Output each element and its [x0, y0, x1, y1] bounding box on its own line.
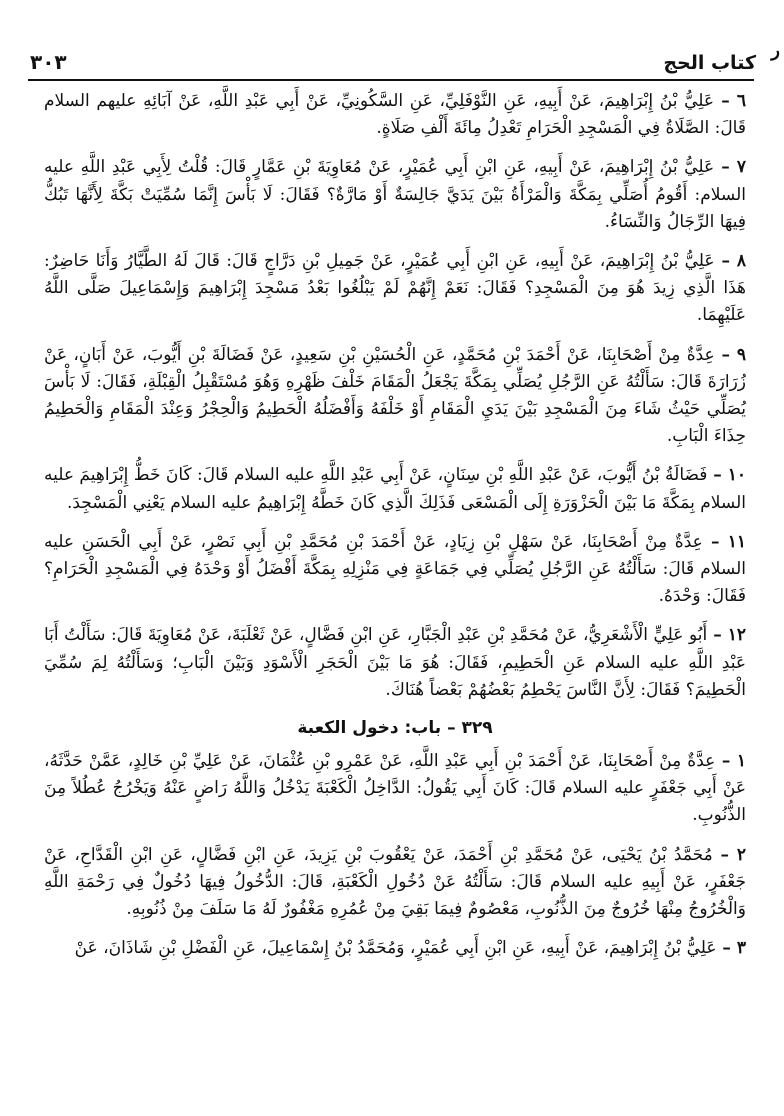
hadith-number: ٣ –	[716, 938, 746, 959]
hadith-paragraph	[44, 529, 746, 611]
hadith-paragraph	[44, 248, 746, 330]
hadith-number: ١٠ –	[707, 465, 746, 486]
hadith-paragraph	[44, 935, 746, 962]
hadith-number: ١ –	[715, 751, 747, 772]
hadith-paragraph	[44, 622, 746, 704]
hadith-number: ١١ –	[702, 531, 747, 552]
hadith-paragraph	[44, 154, 746, 236]
margin-mark: ر	[771, 40, 780, 61]
chapter-heading: ٣٢٩ – باب: دخول الكعبة	[297, 718, 493, 739]
hadith-paragraph	[44, 748, 746, 830]
book-title: كتاب الحج	[663, 52, 756, 74]
hadith-text: عِدَّةٌ مِنْ أَصْحَابِنَا، عَنْ سَهْلِ بْنِ زِيَادٍ، عَنْ أَحْمَدَ بْنِ مُحَمَّدِ بْنِ أَبِي نَصْرٍ، عَنْ أَبِي الْحَسَنِ عليه السلام قَالَ: سَأَلْتُهُ عَنِ الرَّجُلِ يُصَلِّي فِي جَمَاعَةٍ فِي مَنْزِلِهِ بِمَكَّةَ أَفْضَلُ أَوْ وَحْدَهُ فِي الْمَسْجِدِ الْحَرَامِ؟ فَقَالَ: وَحْدَهُ.	[44, 531, 746, 607]
hadith-paragraph	[44, 88, 746, 142]
hadith-text: عِدَّةٌ مِنْ أَصْحَابِنَا، عَنْ أَحْمَدَ بْنِ مُحَمَّدٍ، عَنِ الْحُسَيْنِ بْنِ سَعِيدٍ، عَنْ فَضَالَةَ بْنِ أَيُّوبَ، عَنْ أَبَانٍ، عَنْ زُرَارَةَ قَالَ: سَأَلْتُهُ عَنِ الرَّجُلِ يُصَلِّي بِمَكَّةَ يَجْعَلُ الْمَقَامَ خَلْفَ ظَهْرِهِ وَهُوَ مُسْتَقْبِلُ الْقِبْلَةِ، فَقَالَ: لَا بَأْسَ يُصَلِّي حَيْثُ شَاءَ مِنَ الْمَسْجِدِ بَيْنَ يَدَيِ الْمَقَامِ أَوْ خَلْفَهُ وَأَفْضَلُهُ الْحَطِيمُ وَالْحِجْرُ وَعِنْدَ الْمَقَامِ وَالْحَطِيمُ حِذَاءَ الْبَابِ.	[44, 344, 746, 447]
hadith-number: ٩ –	[714, 344, 746, 365]
page-content	[44, 88, 746, 974]
hadith-number: ٨ –	[714, 251, 747, 272]
hadith-text: أَبُو عَلِيٍّ الْأَشْعَرِيُّ، عَنْ مُحَمَّدِ بْنِ عَبْدِ الْجَبَّارِ، عَنِ ابْنِ فَضَّالٍ، عَنْ ثَعْلَبَةَ، عَنْ مُعَاوِيَةَ قَالَ: سَأَلْتُ أَبَا عَبْدِ اللَّهِ عليه السلام عَنِ الْحَطِيمِ، فَقَالَ: هُوَ مَا بَيْنَ الْحَجَرِ الْأَسْوَدِ وَبَيْنَ الْبَابِ؛ وَسَأَلْتُهُ لِمَ سُمِّيَ الْحَطِيمَ؟ فَقَالَ: لِأَنَّ النَّاسَ يَحْطِمُ بَعْضُهُمْ بَعْضاً هُنَاكَ.	[44, 625, 746, 700]
hadith-text: مُحَمَّدُ بْنُ يَحْيَى، عَنْ مُحَمَّدِ بْنِ أَحْمَدَ، عَنْ يَعْقُوبَ بْنِ يَزِيدَ، عَنِ ابْنِ فَضَّالٍ، عَنِ ابْنِ الْقَدَّاحِ، عَنْ جَعْفَرٍ، عَنْ أَبِيهِ عليه السلام قَالَ: سَأَلْتُهُ عَنْ دُخُولِ الْكَعْبَةِ، قَالَ: الدُّخُولُ فِيهَا دُخُولٌ فِي رَحْمَةِ اللَّهِ وَالْخُرُوجُ مِنْهَا خُرُوجٌ مِنَ الذُّنُوبِ، مَعْصُومٌ فِيمَا بَقِيَ مِنْ عُمُرِهِ مَغْفُورٌ لَهُ مَا سَلَفَ مِنْ ذُنُوبِهِ.	[44, 844, 746, 920]
hadith-text: عَلِيُّ بْنُ إِبْرَاهِيمَ، عَنْ أَبِيهِ، عَنِ النَّوْفَلِيِّ، عَنِ السَّكُونِيِّ، عَنْ أَبِي عَبْدِ اللَّهِ، عَنْ آبَائِهِ عليهم السلام قَالَ: الصَّلَاةُ فِي الْمَسْجِدِ الْحَرَامِ تَعْدِلُ مِائَةَ أَلْفِ صَلَاةٍ.	[44, 91, 746, 139]
hadith-paragraph	[44, 342, 746, 451]
page-header	[30, 40, 756, 74]
hadith-number: ٧ –	[714, 157, 746, 178]
hadith-text: عِدَّةٌ مِنْ أَصْحَابِنَا، عَنْ أَحْمَدَ بْنِ أَبِي عَبْدِ اللَّهِ، عَنْ عَمْرِو بْنِ عُثْمَانَ، عَنْ عَلِيِّ بْنِ خَالِدٍ، عَمَّنْ حَدَّثَهُ، عَنْ أَبِي جَعْفَرٍ عليه السلام قَالَ: كَانَ أَبِي يَقُولُ: الدَّاخِلُ الْكَعْبَةَ يَدْخُلُ وَاللَّهُ رَاضٍ عَنْهُ وَيَخْرُجُ عُطُلاً مِنَ الذُّنُوبِ.	[44, 751, 746, 826]
hadith-number: ٢ –	[712, 844, 746, 865]
hadith-number: ٦ –	[714, 91, 746, 111]
page-number: ٣٠٣	[30, 50, 67, 74]
hadith-text: عَلِيُّ بْنُ إِبْرَاهِيمَ، عَنْ أَبِيهِ، عَنِ ابْنِ أَبِي عُمَيْرٍ، عَنْ جَمِيلِ بْنِ دَرَّاجٍ قَالَ: قَالَ لَهُ الطَّيَّارُ وَأَنَا حَاضِرٌ: هَذَا الَّذِي زِيدَ هُوَ مِنَ الْمَسْجِدِ؟ فَقَالَ: نَعَمْ إِنَّهُمْ لَمْ يَبْلُغُوا بَعْدُ مَسْجِدَ إِبْرَاهِيمَ وَإِسْمَاعِيلَ صَلَّى اللَّهُ عَلَيْهِمَا.	[44, 251, 746, 326]
hadith-text: عَلِيُّ بْنُ إِبْرَاهِيمَ، عَنْ أَبِيهِ، عَنِ ابْنِ أَبِي عُمَيْرٍ، عَنْ مُعَاوِيَةَ بْنِ عَمَّارٍ قَالَ: قُلْتُ لِأَبِي عَبْدِ اللَّهِ عليه السلام: أَقُومُ أُصَلِّي بِمَكَّةَ وَالْمَرْأَةُ بَيْنَ يَدَيَّ جَالِسَةٌ أَوْ مَارَّةٌ؟ فَقَالَ: لَا بَأْسَ إِنَّمَا سُمِّيَتْ بَكَّةَ لِأَنَّهَا تَبُكُّ فِيهَا الرِّجَالُ وَالنِّسَاءُ.	[44, 157, 746, 232]
hadith-text: عَلِيُّ بْنُ إِبْرَاهِيمَ، عَنْ أَبِيهِ، عَنِ ابْنِ أَبِي عُمَيْرٍ، وَمُحَمَّدُ بْنُ إِسْمَاعِيلَ، عَنِ الْفَضْلِ بْنِ شَاذَانَ، عَنْ	[74, 938, 717, 959]
hadith-paragraph	[44, 842, 746, 924]
header-divider	[28, 79, 754, 81]
hadith-number: ١٢ –	[707, 625, 746, 646]
hadith-paragraph	[44, 462, 746, 516]
hadith-text: فَضَالَةُ بْنُ أَيُّوبَ، عَنْ عَبْدِ اللَّهِ بْنِ سِنَانٍ، عَنْ أَبِي عَبْدِ اللَّهِ عليه السلام قَالَ: كَانَ خَطُّ إِبْرَاهِيمَ عليه السلام بِمَكَّةَ مَا بَيْنَ الْحَزْوَرَةِ إِلَى الْمَسْعَى فَذَلِكَ الَّذِي كَانَ خَطَّهُ إِبْرَاهِيمُ عليه السلام يَعْنِي الْمَسْجِدَ.	[44, 465, 746, 513]
